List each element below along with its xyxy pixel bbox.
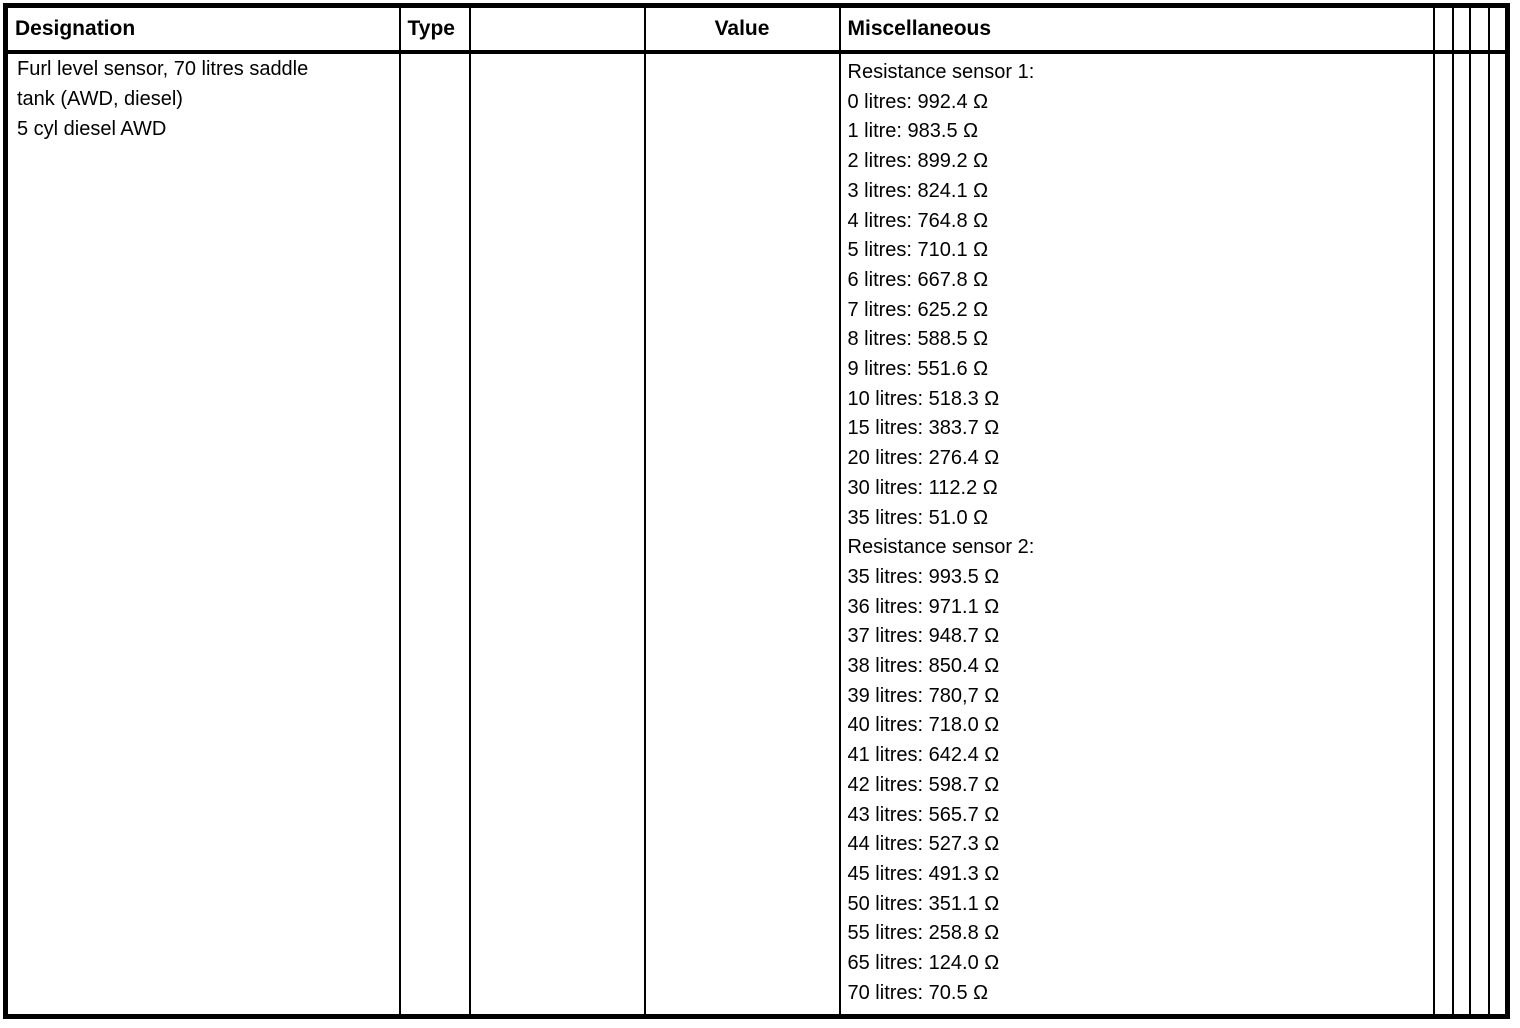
blank-cell <box>470 52 645 1017</box>
header-miscellaneous: Miscellaneous <box>840 6 1434 53</box>
header-narrow-column-4 <box>1489 6 1508 53</box>
miscellaneous-line: 6 litres: 667.8 Ω <box>847 268 989 291</box>
header-designation: Designation <box>6 6 400 53</box>
miscellaneous-line: 1 litre: 983.5 Ω <box>847 120 979 143</box>
header-narrow-column-1 <box>1434 6 1453 53</box>
miscellaneous-line: 5 litres: 710.1 Ω <box>847 239 989 262</box>
miscellaneous-line: 10 litres: 518.3 Ω <box>847 387 1000 410</box>
table-data-row <box>6 52 1508 1017</box>
miscellaneous-line: 7 litres: 625.2 Ω <box>847 298 989 321</box>
miscellaneous-line: 41 litres: 642.4 Ω <box>847 744 1000 767</box>
narrow-cell-3 <box>1470 52 1489 1017</box>
miscellaneous-line: 39 litres: 780,7 Ω <box>847 684 1000 707</box>
miscellaneous-line: 35 litres: 51.0 Ω <box>847 506 989 529</box>
miscellaneous-line: 37 litres: 948.7 Ω <box>847 625 1000 648</box>
miscellaneous-line: 3 litres: 824.1 Ω <box>847 179 989 202</box>
table-header-row <box>6 6 1508 53</box>
designation-line: tank (AWD, diesel) <box>17 88 183 110</box>
miscellaneous-line: Resistance sensor 2: <box>847 536 1035 559</box>
header-value: Value <box>645 6 840 53</box>
miscellaneous-line: 36 litres: 971.1 Ω <box>847 595 1000 618</box>
miscellaneous-line: Resistance sensor 1: <box>847 61 1035 83</box>
specification-table <box>3 3 1510 1019</box>
header-narrow-column-3 <box>1470 6 1489 53</box>
miscellaneous-line: 20 litres: 276.4 Ω <box>847 447 1000 470</box>
miscellaneous-line: 65 litres: 124.0 Ω <box>847 952 1000 975</box>
miscellaneous-line: 4 litres: 764.8 Ω <box>847 209 989 232</box>
narrow-cell-2 <box>1453 52 1470 1017</box>
miscellaneous-line: 50 litres: 351.1 Ω <box>847 892 1000 915</box>
miscellaneous-line: 8 litres: 588.5 Ω <box>847 328 989 351</box>
value-cell <box>645 52 840 1017</box>
narrow-cell-4 <box>1489 52 1508 1017</box>
miscellaneous-cell <box>840 52 1434 1017</box>
miscellaneous-line: 70 litres: 70.5 Ω <box>847 981 989 1004</box>
miscellaneous-line: 43 litres: 565.7 Ω <box>847 803 1000 826</box>
designation-line: Furl level sensor, 70 litres saddle <box>17 58 309 80</box>
miscellaneous-text <box>848 58 1426 1009</box>
miscellaneous-line: 35 litres: 993.5 Ω <box>847 565 1000 588</box>
header-type: Type <box>400 6 470 53</box>
designation-line: 5 cyl diesel AWD <box>17 118 167 140</box>
designation-cell <box>6 52 400 1017</box>
miscellaneous-line: 30 litres: 112.2 Ω <box>847 476 998 499</box>
header-narrow-column-2 <box>1453 6 1470 53</box>
narrow-cell-1 <box>1434 52 1453 1017</box>
miscellaneous-line: 15 litres: 383.7 Ω <box>847 417 1000 440</box>
miscellaneous-line: 44 litres: 527.3 Ω <box>847 833 1000 856</box>
header-blank-column <box>470 6 645 53</box>
miscellaneous-line: 2 litres: 899.2 Ω <box>847 150 989 173</box>
designation-text <box>17 54 390 144</box>
miscellaneous-line: 42 litres: 598.7 Ω <box>847 773 1000 796</box>
miscellaneous-line: 9 litres: 551.6 Ω <box>847 358 989 381</box>
type-cell <box>400 52 470 1017</box>
miscellaneous-line: 38 litres: 850.4 Ω <box>847 655 1000 678</box>
miscellaneous-line: 40 litres: 718.0 Ω <box>847 714 1000 737</box>
miscellaneous-line: 45 litres: 491.3 Ω <box>847 862 1000 885</box>
miscellaneous-line: 0 litres: 992.4 Ω <box>847 90 989 113</box>
miscellaneous-line: 55 litres: 258.8 Ω <box>847 922 1000 945</box>
